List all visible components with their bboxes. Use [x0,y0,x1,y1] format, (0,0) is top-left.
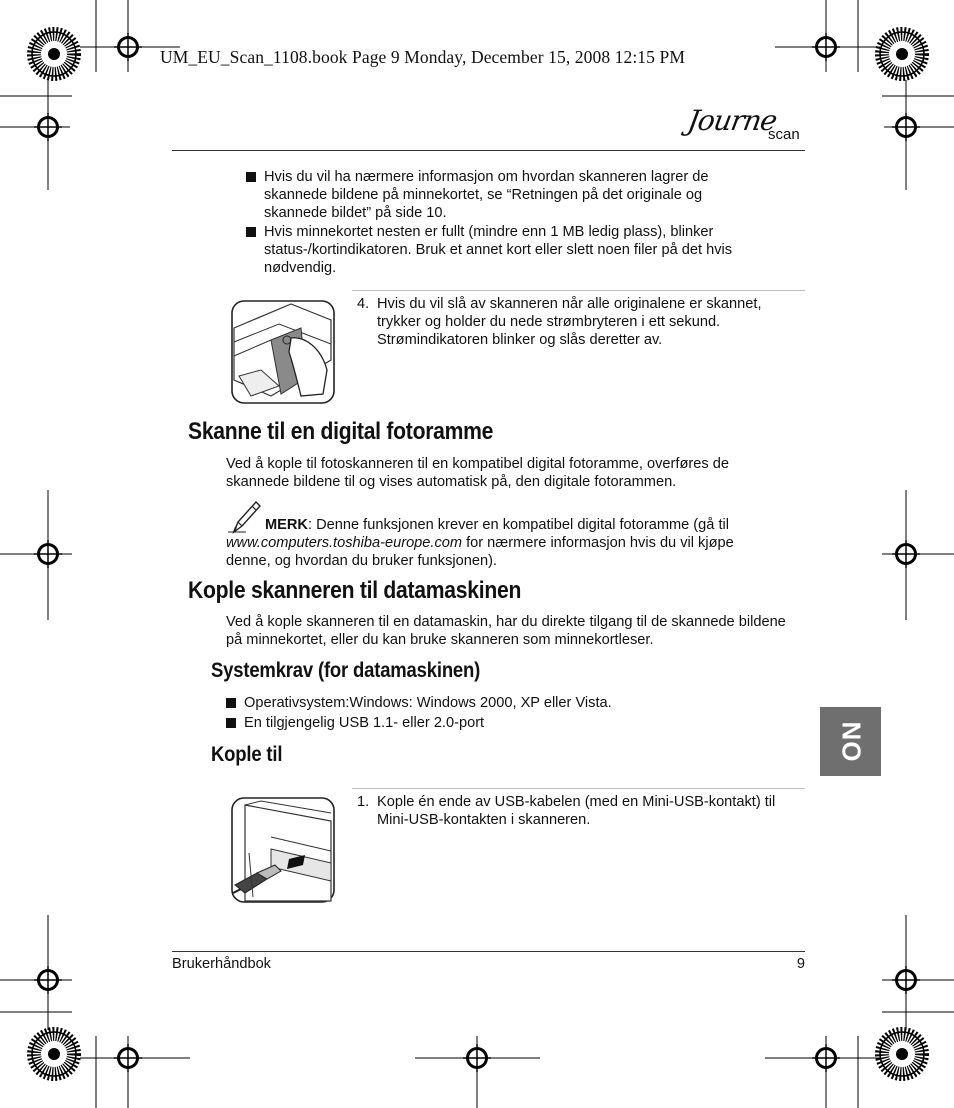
section-heading: Skanne til en digital fotoramme [188,418,494,445]
bullet-text: Hvis minnekortet nesten er fullt (mindre enn 1 MB ledig plass), blinker status-/kortindikatoren. Bruk et annet kort eller slett noen filer på det hvis nødvendig. [264,224,733,276]
power-button-illustration [231,300,335,404]
bullet-square [226,718,236,728]
step-text: Hvis du vil slå av skanneren når alle originalene er skannet, trykker og holder du nede strømbryteren i ett sekund. Strømindikatoren blinker og slås deretter av. [377,296,762,348]
note-text-end: denne, og hvordan du bruker funksjonen). [226,553,497,569]
journe-logo [685,104,808,148]
note-url: www.computers.toshiba-europe.com [226,535,463,551]
bullet-text: Hvis du vil ha nærmere informasjon om hvordan skanneren lagrer de skannede bildene på minnekortet, se “Retningen på det originale og skannede bildet” på side 10. [264,169,709,221]
step-rule [352,788,805,789]
note-text-after: for nærmere informasjon hvis du vil kjøpe [462,535,734,551]
step-number: 1. [357,794,370,810]
section-body: Ved å kople skanneren til en datamaskin, har du direkte tilgang til de skannede bildene på minnekortet, eller du kan bruke skanneren som minnekortleser. [226,614,786,648]
section-body: Ved å kople til fotoskanneren til en kompatibel digital fotoramme, overføres de skannede bildene til og vises automatisk på, den digitale fotorammen. [226,456,729,490]
step-number: 4. [357,296,370,312]
language-tab [820,707,881,776]
note-colon: : [307,517,313,533]
bullet-square [246,227,256,237]
note-label: MERK [265,517,308,533]
page-number: 9 [796,956,805,972]
logo-sub: scan [768,126,800,143]
note-text-before: Denne funksjonen krever en kompatibel digital fotoramme (gå til [312,517,729,533]
language-tab-label: NO [836,721,866,762]
bullet-text: Operativsystem:Windows: Windows 2000, XP eller Vista. [244,695,612,711]
subsection-heading: Kople til [211,743,283,766]
step-text: Kople én ende av USB-kabelen (med en Mini-USB-kontakt) til Mini-USB-kontakten i skanneren. [377,794,776,828]
bullet-square [246,172,256,182]
step-1 [357,793,803,833]
footer-rule [172,951,805,952]
usb-cable-illustration [231,797,335,903]
header-rule [172,150,805,151]
section-heading: Kople skanneren til datamaskinen [188,577,522,604]
subsection-heading: Systemkrav (for datamaskinen) [211,659,481,682]
bullet-square [226,698,236,708]
bullet-text: En tilgjengelig USB 1.1- eller 2.0-port [244,715,485,731]
note [226,516,806,570]
logo-script: Journe [685,104,780,137]
step-rule [352,290,805,291]
print-slug: UM_EU_Scan_1108.book Page 9 Monday, December 15, 2008 12:15 PM [160,47,685,67]
footer-title: Brukerhåndbok [172,956,271,972]
step-4 [357,295,803,355]
